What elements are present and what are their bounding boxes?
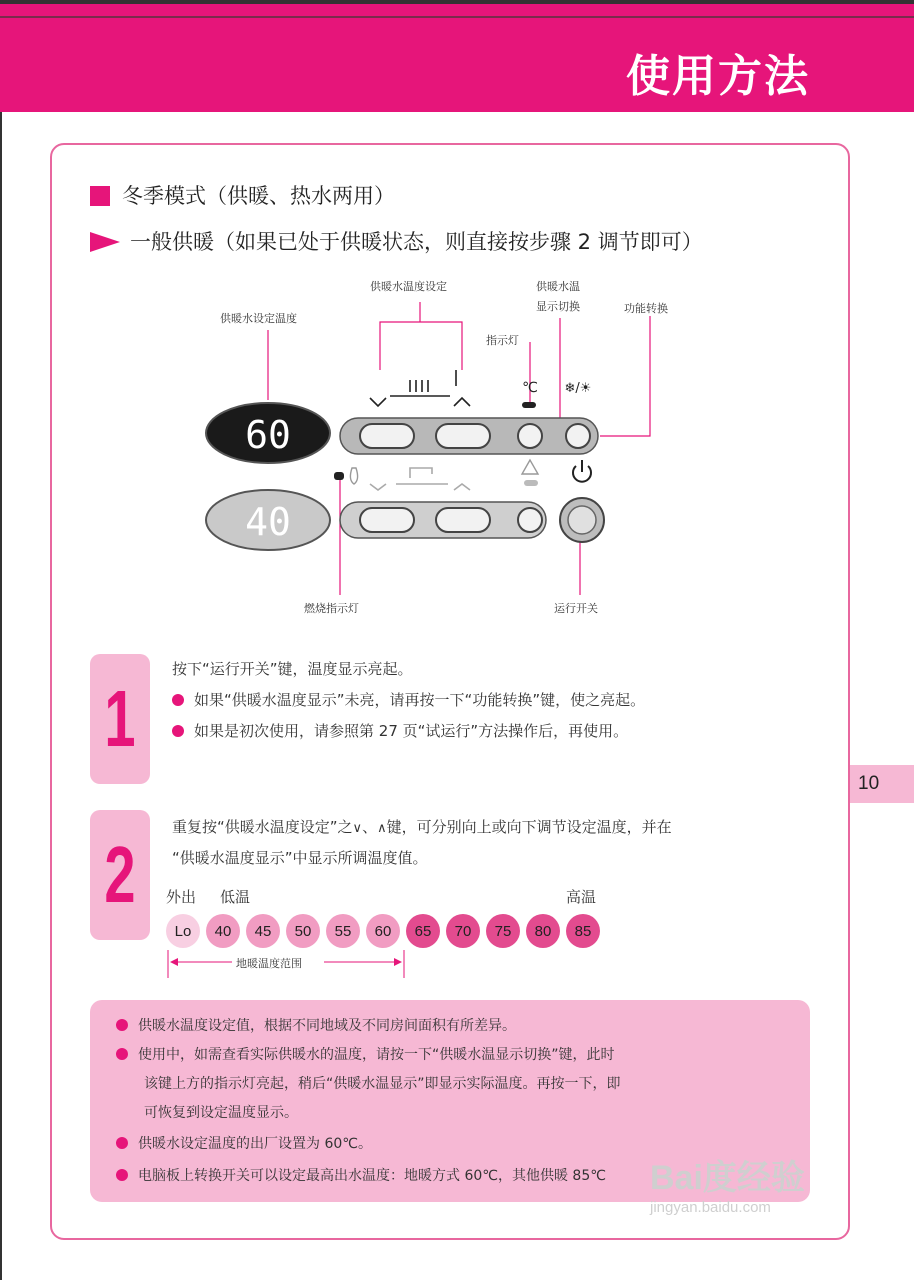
temp-step: 85 bbox=[566, 914, 600, 948]
header-bar bbox=[0, 0, 914, 112]
header-rule bbox=[0, 16, 914, 18]
note-2-text: 使用中，如需查看实际供暖水的温度，请按一下“供暖水温显示切换”键，此时 bbox=[138, 1047, 615, 1063]
temp-step: 75 bbox=[486, 914, 520, 948]
callout-function-switch: 功能转换 bbox=[624, 302, 668, 315]
temp-step: 70 bbox=[446, 914, 480, 948]
section-heading bbox=[90, 180, 395, 210]
temp-step: 40 bbox=[206, 914, 240, 948]
callout-heating-temp-switch-1: 供暖水温 bbox=[536, 280, 580, 293]
watermark-url: jingyan.baidu.com bbox=[650, 1199, 771, 1216]
callout-run-switch: 运行开关 bbox=[554, 602, 598, 615]
bullet-icon bbox=[172, 725, 184, 737]
callout-heating-set-temp: 供暖水设定温度 bbox=[220, 312, 297, 325]
square-bullet-icon bbox=[90, 186, 110, 206]
display-top-value: 60 bbox=[245, 413, 291, 457]
step-1-bullet-1-text: 如果“供暖水温度显示”未亮，请再按一下“功能转换”键，使之亮起。 bbox=[194, 691, 646, 709]
label-high: 高温 bbox=[566, 888, 597, 906]
step-2-line-1b-text: 键，可分别向上或向下调节设定温度，并在 bbox=[386, 818, 672, 836]
floor-heating-range-label: 地暖温度范围 bbox=[236, 957, 302, 970]
section-subheading bbox=[90, 226, 703, 256]
callout-burn-indicator: 燃烧指示灯 bbox=[304, 602, 359, 615]
svg-text:❄/☀: ❄/☀ bbox=[564, 381, 592, 396]
note-4-text: 电脑板上转换开关可以设定最高出水温度：地暖方式 60℃，其他供暖 85℃ bbox=[138, 1168, 606, 1184]
temperature-scale bbox=[166, 914, 606, 948]
bullet-icon bbox=[116, 1019, 128, 1031]
step-1-bullet-2-text: 如果是初次使用，请参照第 27 页“试运行”方法操作后，再使用。 bbox=[194, 722, 629, 740]
callout-indicator: 指示灯 bbox=[486, 334, 519, 347]
watermark bbox=[650, 1150, 805, 1216]
section-heading-text: 冬季模式（供暖、热水两用） bbox=[122, 184, 395, 208]
temp-step: Lo bbox=[166, 914, 200, 948]
step-1-badge bbox=[90, 654, 150, 784]
bullet-icon bbox=[116, 1137, 128, 1149]
temp-step: 45 bbox=[246, 914, 280, 948]
bullet-icon bbox=[116, 1048, 128, 1060]
callout-heating-temp-setting: 供暖水温度设定 bbox=[370, 280, 447, 293]
note-1-text: 供暖水温度设定值，根据不同地域及不同房间面积有所差异。 bbox=[138, 1018, 516, 1034]
step-2-number: 2 bbox=[104, 830, 136, 919]
temp-step: 80 bbox=[526, 914, 560, 948]
note-3 bbox=[116, 1130, 372, 1158]
control-panel-diagram bbox=[200, 270, 680, 620]
note-2 bbox=[116, 1041, 615, 1069]
callout-heating-temp-switch-2: 显示切换 bbox=[536, 300, 580, 313]
step-2-badge bbox=[90, 810, 150, 940]
note-2-cont-2: 可恢复到设定温度显示。 bbox=[144, 1105, 298, 1121]
label-out: 外出 bbox=[166, 888, 197, 906]
watermark-brand: Bai度经验 bbox=[650, 1159, 805, 1197]
step-2-line-2: “供暖水温度显示”中显示所调温度值。 bbox=[172, 849, 428, 867]
step-1-bullet-2 bbox=[172, 716, 628, 746]
note-4 bbox=[116, 1162, 606, 1190]
chevron-down-icon: ∨ bbox=[352, 821, 363, 836]
step-1-bullet-1 bbox=[172, 685, 645, 715]
temp-step: 65 bbox=[406, 914, 440, 948]
page-title: 使用方法 bbox=[626, 51, 810, 102]
note-2-cont-1: 该键上方的指示灯亮起，稍后“供暖水温显示”即显示实际温度。再按一下，即 bbox=[144, 1076, 621, 1092]
page-number: 10 bbox=[850, 765, 914, 803]
step-1-line: 按下“运行开关”键，温度显示亮起。 bbox=[172, 660, 413, 678]
step-1-number: 1 bbox=[104, 674, 136, 763]
note-1 bbox=[116, 1012, 516, 1040]
svg-text:℃: ℃ bbox=[522, 380, 538, 396]
triangle-arrow-icon bbox=[90, 232, 120, 252]
step-2-line-1: 重复按“供暖水温度设定”之∨、∧键，可分别向上或向下调节设定温度，并在 bbox=[172, 818, 672, 836]
bullet-icon bbox=[172, 694, 184, 706]
section-subheading-text: 一般供暖（如果已处于供暖状态，则直接按步骤 2 调节即可） bbox=[130, 230, 703, 254]
temp-step: 50 bbox=[286, 914, 320, 948]
display-bottom-value: 40 bbox=[245, 500, 291, 544]
temp-step: 60 bbox=[366, 914, 400, 948]
chevron-up-icon: ∧ bbox=[377, 821, 387, 836]
temp-step: 55 bbox=[326, 914, 360, 948]
label-low: 低温 bbox=[220, 888, 251, 906]
page-left-rule bbox=[0, 112, 2, 1280]
note-3-text: 供暖水设定温度的出厂设置为 60℃。 bbox=[138, 1136, 372, 1152]
bullet-icon bbox=[116, 1169, 128, 1181]
step-2-line-1-text: 重复按“供暖水温度设定”之 bbox=[172, 818, 353, 836]
